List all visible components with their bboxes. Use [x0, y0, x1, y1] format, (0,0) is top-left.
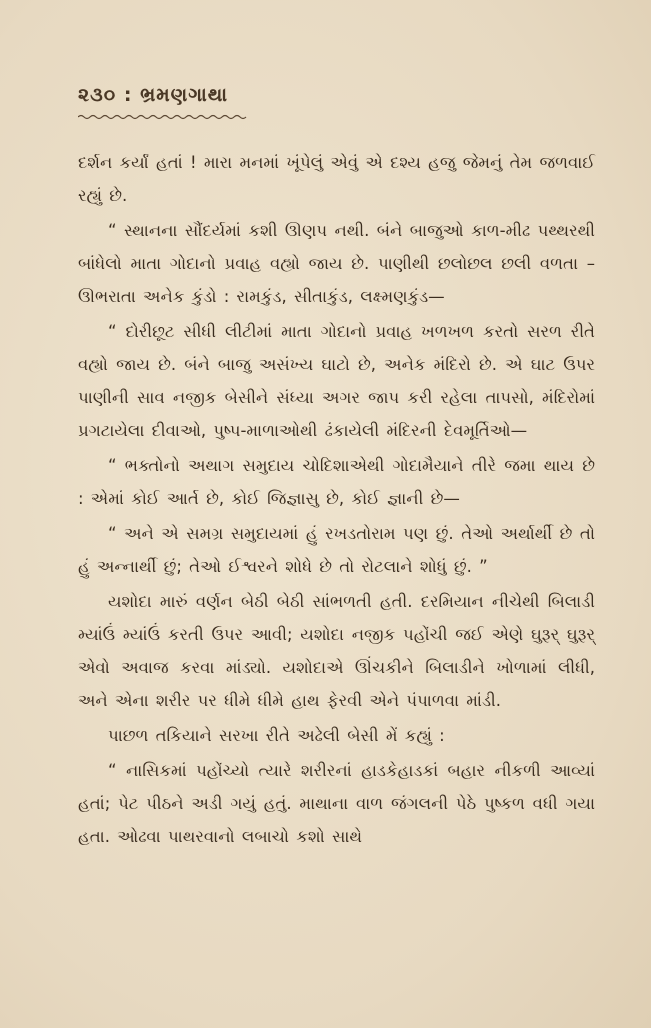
paragraph: “ નાસિકમાં પહોંચ્યો ત્યારે શરીરનાં હાડકેહાડકાં બહાર નીકળી આવ્યાં હતાં; પેટ પીઠને અડી ગયું હતું. માથાના વાળ જંગલની પેઠે પુષ્કળ વધી ગયા હતા. ઓઢવા પાથરવાનો લબાચો કશો સાથે: [78, 761, 595, 846]
paragraph: “ અને એ સમગ્ર સમુદાયમાં હું રખડતોરામ પણ છું. તેઓ અર્થાર્થી છે તો હું અન્નાર્થી છું; તેઓ ઈશ્વરને શોધે છે તો રોટલાને શોધું છું. ”: [78, 524, 595, 576]
page-header: [78, 84, 595, 120]
wavy-underline: [78, 114, 248, 120]
paragraph: “ સ્થાનના સૌંદર્યમાં કશી ઊણપ નથી. બંને બાજુઓ કાળ-મીઢ પથ્થરથી બાંધેલો માતા ગોદાનો પ્રવાહ વહ્યો જાય છે. પાણીથી છલોછલ છલી વળતા – ઊભરાતા અનેક કુંડો : રામકુંડ, સીતાકુંડ, લક્ષ્મણકુંડ—: [78, 221, 595, 306]
paragraph: પાછળ તકિયાને સરખા રીતે અઢેલી બેસી મેં કહ્યું :: [108, 726, 445, 745]
paragraph: “ દોરીછૂટ સીધી લીટીમાં માતા ગોદાનો પ્રવાહ ખળખળ કરતો સરળ રીતે વહ્યો જાય છે. બંને બાજુ અસંખ્ય ઘાટો છે, અનેક મંદિરો છે. એ ઘાટ ઉપર પાણીની સાવ નજીક બેસીને સંધ્યા અગર જાપ કરી રહેલા તાપસો, મંદિરોમાં પ્રગટાયેલા દીવાઓ, પુષ્પ-માળાઓથી ઢંકાયેલી મંદિરની દેવમૂર્તિઓ—: [78, 322, 595, 440]
paragraph: “ ભક્તોનો અથાગ સમુદાય ચોદિશાએથી ગોદામૈયાને તીરે જમા થાય છે : એમાં કોઈ આર્ત છે, કોઈ જિજ્ઞાસુ છે, કોઈ જ્ઞાની છે—: [78, 456, 595, 508]
running-head: ૨૩૦ : ભ્રમણગાથા: [78, 84, 229, 106]
paragraph: દર્શન કર્યાં હતાં ! મારા મનમાં ખૂંપેલું એવું એ દશ્ય હજુ જેમનું તેમ જળવાઈ રહ્યું છે.: [78, 153, 595, 205]
paragraph: યશોદા મારું વર્ણન બેઠી બેઠી સાંભળતી હતી. દરમિયાન નીચેથી બિલાડી મ્યાંઉં મ્યાંઉં કરતી ઉપર આવી; યશોદા નજીક પહોંચી જઈ એણે ઘુરૂર્ ઘુરૂર્ એવો અવાજ કરવા માંડ્યો. યશોદાએ ઊંચકીને બિલાડીને ખોળામાં લીધી, અને એના શરીર પર ધીમે ધીમે હાથ ફેરવી એને પંપાળવા માંડી.: [78, 592, 595, 710]
body-text: [78, 146, 595, 853]
